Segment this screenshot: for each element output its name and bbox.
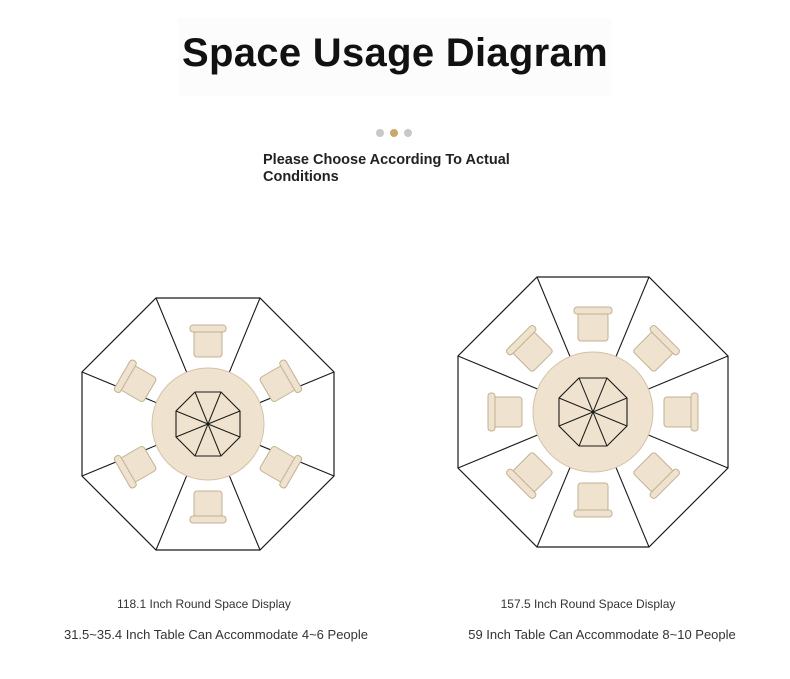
carousel-dot-3[interactable] <box>404 129 412 137</box>
chair-icon <box>505 449 556 500</box>
chair-icon <box>257 359 303 406</box>
chair-icon <box>113 359 159 406</box>
chair-icon <box>190 325 226 357</box>
chair-icon <box>630 449 681 500</box>
table-capacity-caption-small: 31.5~35.4 Inch Table Can Accommodate 4~6 People <box>63 627 369 642</box>
space-size-caption-large: 157.5 Inch Round Space Display <box>500 597 676 611</box>
space-diagram-small <box>80 296 336 552</box>
chair-icon <box>630 324 681 375</box>
chair-icon <box>257 442 303 489</box>
space-size-caption-small: 118.1 Inch Round Space Display <box>117 597 291 611</box>
chair-icon <box>113 442 159 489</box>
chair-icon <box>574 483 612 517</box>
chair-icon <box>574 307 612 341</box>
carousel-indicator <box>376 129 416 139</box>
space-diagram-large <box>455 275 731 551</box>
chair-icon <box>488 393 522 431</box>
chair-icon <box>505 324 556 375</box>
table-capacity-caption-large: 59 Inch Table Can Accommodate 8~10 People <box>468 627 736 642</box>
page-subtitle: Please Choose According To Actual Conditions <box>263 152 510 185</box>
page-title: Space Usage Diagram <box>178 18 612 96</box>
carousel-dot-1[interactable] <box>376 129 384 137</box>
chair-icon <box>664 393 698 431</box>
chair-icon <box>190 491 226 523</box>
carousel-dot-2-active[interactable] <box>390 129 398 137</box>
